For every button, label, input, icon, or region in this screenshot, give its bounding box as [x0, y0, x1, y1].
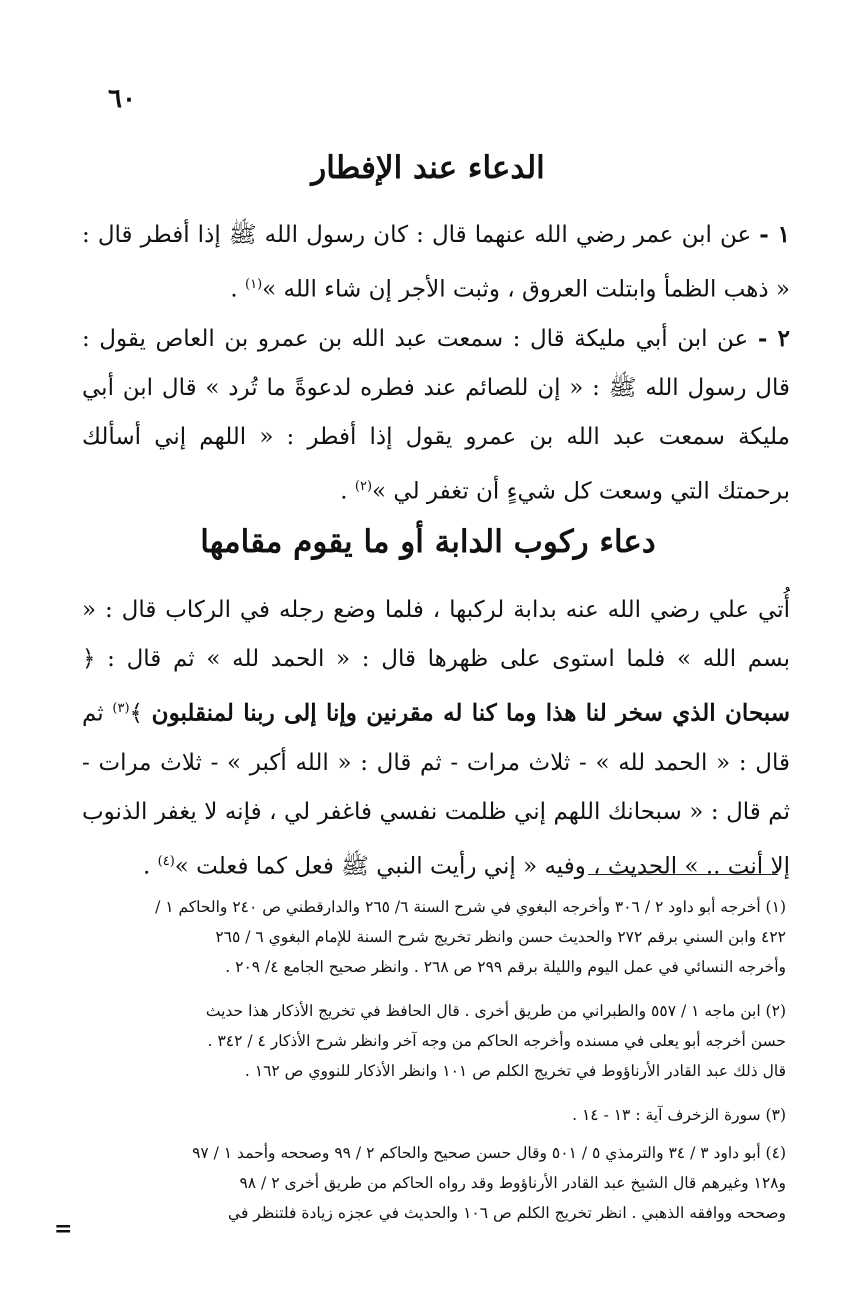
riding-text-part2: ثم قال : « الحمد لله » - ثلاث مرات - ثم قال : « الله أكبر » - ثلاث مرات - ثم قال : « سبحانك اللهم إني ظلمت نفسي فاغفر لي ، فإنه لا يغفر الذنوب إلا أنت .. » الحديث ، وفيه « إني رأيت النبي ﷺ فعل كما فعلت »	[82, 700, 790, 880]
footnote-1-line: (١) أخرجه أبو داود ٢ / ٣٠٦ وأخرجه البغوي في شرح السنة ٦/ ٢٦٥ والدارقطني ص ٢٤٠ والحاكم ١ /	[155, 898, 786, 916]
hadith-paragraph-2: ٢ - عن ابن أبي مليكة قال : سمعت عبد الله بن عمرو بن العاص يقول : قال رسول الله ﷺ : « إن للصائم عند فطره لدعوةً ما تُرد » قال ابن أبي مليكة سمعت عبد الله بن عمرو يقول إذا أفطر : « اللهم إني أسألك برحمتك التي وسعت كل شيءٍ أن تغفر لي »$^{(٢)}$ .	[82, 325, 790, 505]
section-title-iftar: الدعاء عند الإفطار	[311, 150, 545, 186]
continuation-mark: =	[54, 1216, 73, 1242]
footnote-3-line: (٣) سورة الزخرف آية : ١٣ - ١٤ .	[572, 1106, 786, 1124]
footnote-1	[88, 892, 786, 982]
footnote-ref-3: (٣)	[112, 701, 130, 716]
hadith-number-1: ١ -	[759, 221, 790, 248]
hadith-paragraph-1: ١ - عن ابن عمر رضي الله عنهما قال : كان رسول الله ﷺ إذا أفطر قال : « ذهب الظمأ وابتلت العروق ، وثبت الأجر إن شاء الله »$^{(١)}$ .	[82, 221, 790, 303]
hadith-number-2: ٢ -	[757, 325, 790, 352]
quran-verse: سبحان الذي سخر لنا هذا وما كنا له مقرنين وإنا إلى ربنا لمنقلبون	[151, 699, 791, 727]
footnote-3	[88, 1100, 786, 1130]
footnote-2-line: قال ذلك عبد القادر الأرناؤوط في تخريج الكلم ص ١٠١ وانظر الأذكار للنووي ص ١٦٢ .	[244, 1062, 786, 1080]
riding-text-part1: أُتي علي رضي الله عنه بدابة لركبها ، فلما وضع رجله في الركاب قال : « بسم الله » فلما استوى على ظهرها قال : « الحمد لله » ثم قال : ﴿	[82, 597, 790, 672]
footnote-2	[88, 996, 786, 1086]
footnote-separator	[588, 874, 778, 875]
footnote-4-line: (٤) أبو داود ٣ / ٣٤ والترمذي ٥ / ٥٠١ وقال حسن صحيح والحاكم ٢ / ٩٩ وصححه وأحمد ١ / ٩٧	[192, 1144, 786, 1162]
footnote-ref-1: (١)	[245, 277, 263, 292]
page-number: ٦٠	[108, 84, 136, 114]
footnote-ref-2: (٢)	[354, 479, 373, 494]
footnote-4-line: وصححه ووافقه الذهبي . انظر تخريج الكلم ص ١٠٦ والحديث في عجزه زيادة فلتنظر في	[228, 1204, 786, 1222]
hadith-text-2: عن ابن أبي مليكة قال : سمعت عبد الله بن عمرو بن العاص يقول : قال رسول الله ﷺ : « إن للصائم عند فطره لدعوةً ما تُرد » قال ابن أبي مليكة سمعت عبد الله بن عمرو يقول إذا أفطر : « اللهم إني أسألك برحمتك التي وسعت كل شيءٍ أن تغفر لي »	[82, 326, 790, 505]
footnote-4-line: و١٢٨ وغيرهم قال الشيخ عبد القادر الأرناؤوط وقد رواه الحاكم من طريق أخرى ٢ / ٩٨	[239, 1174, 786, 1192]
footnote-1-line: وأخرجه النسائي في عمل اليوم والليلة برقم ٢٩٩ ص ٢٦٨ . وانظر صحيح الجامع ٤/ ٢٠٩ .	[225, 958, 786, 976]
footnote-1-line: ٤٢٢ وابن السني برقم ٢٧٢ والحديث حسن وانظر تخريج شرح السنة للإمام البغوي ٦ / ٢٦٥	[215, 928, 786, 946]
section-title-riding: دعاء ركوب الدابة أو ما يقوم مقامها	[200, 524, 656, 560]
footnote-2-line: (٢) ابن ماجه ١ / ٥٥٧ والطبراني من طريق أخرى . قال الحافظ في تخريج الأذكار هذا حديث	[205, 1002, 786, 1020]
hadith-text-1: عن ابن عمر رضي الله عنهما قال : كان رسول الله ﷺ إذا أفطر قال : « ذهب الظمأ وابتلت العروق ، وثبت الأجر إن شاء الله »	[82, 222, 790, 303]
footnote-ref-4: (٤)	[157, 853, 175, 869]
footnote-4	[88, 1138, 786, 1228]
footnote-2-line: حسن أخرجه أبو يعلى في مسنده وأخرجه الحاكم من وجه آخر وانظر شرح الأذكار ٤ / ٣٤٢ .	[207, 1032, 786, 1050]
riding-paragraph: أُتي علي رضي الله عنه بدابة لركبها ، فلما وضع رجله في الركاب قال : « بسم الله » فلما استوى على ظهرها قال : « الحمد لله » ثم قال : ﴿ سبحان الذي سخر لنا هذا وما كنا له مقرنين وإنا إلى ربنا لمنقلبون ﴾$^{(٣)}$ ثم قال : « الحمد لله » - ثلاث مرات - ثم قال : « الله أكبر » - ثلاث مرات - ثم قال : « سبحانك اللهم إني ظلمت نفسي فاغفر لي ، فإنه لا يغفر الذنوب إلا أنت .. » الحديث ، وفيه « إني رأيت النبي ﷺ فعل كما فعلت »$^{(٤)}$ .	[82, 597, 791, 880]
quran-close-bracket: ﴾	[129, 700, 143, 727]
